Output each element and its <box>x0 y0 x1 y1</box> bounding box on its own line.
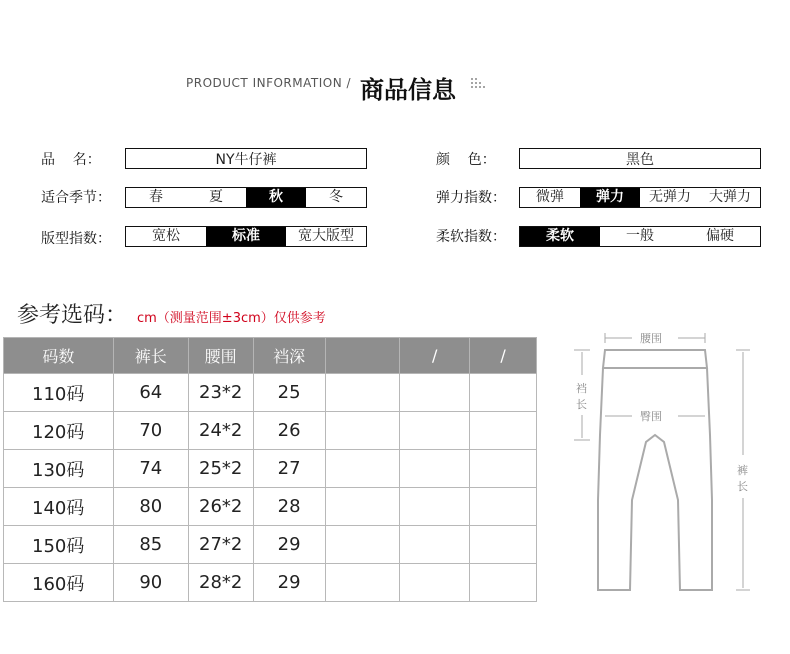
size-table-header-cell: 裤长 <box>113 338 188 374</box>
table-cell: 130码 <box>4 450 114 488</box>
header-english: PRODUCT INFORMATION / <box>186 76 352 90</box>
name-field <box>125 148 367 169</box>
size-table-body <box>4 374 537 602</box>
table-row <box>4 488 537 526</box>
table-cell: 150码 <box>4 526 114 564</box>
rise-label-top: 裆 <box>576 382 587 395</box>
season-selector <box>125 187 367 208</box>
table-cell: 28*2 <box>188 564 253 602</box>
season-option: 冬 <box>329 189 343 205</box>
table-cell <box>470 564 537 602</box>
fit-option: 宽松 <box>152 228 180 244</box>
season-option: 春 <box>149 189 163 205</box>
table-cell: 27*2 <box>188 526 253 564</box>
elastic-selector <box>519 187 761 208</box>
size-table-header-cell: / <box>400 338 470 374</box>
table-cell: 26 <box>253 412 325 450</box>
size-table-header-cell: 码数 <box>4 338 114 374</box>
soft-option: 偏硬 <box>706 228 734 244</box>
elastic-option: 大弹力 <box>709 189 751 205</box>
fit-option: 宽大版型 <box>298 228 354 244</box>
table-cell <box>400 412 470 450</box>
season-label: 适合季节： <box>41 190 111 206</box>
table-row <box>4 450 537 488</box>
length-label-top: 裤 <box>737 464 748 477</box>
table-cell: 28 <box>253 488 325 526</box>
table-cell: 80 <box>113 488 188 526</box>
table-row <box>4 374 537 412</box>
table-cell <box>470 526 537 564</box>
table-cell: 25*2 <box>188 450 253 488</box>
color-field <box>519 148 761 169</box>
header-title: 商品信息 <box>360 76 456 104</box>
table-cell: 29 <box>253 526 325 564</box>
elastic-option: 弹力 <box>580 188 640 207</box>
rise-dimension <box>574 350 590 440</box>
dots-icon <box>470 76 488 90</box>
table-cell <box>325 450 400 488</box>
table-cell: 25 <box>253 374 325 412</box>
hip-label: 臀围 <box>640 410 662 423</box>
fit-label: 版型指数： <box>41 231 111 247</box>
table-cell: 140码 <box>4 488 114 526</box>
size-table-header <box>4 338 537 374</box>
table-cell <box>470 412 537 450</box>
pants-diagram <box>560 330 770 610</box>
color-value: 黑色 <box>626 151 654 168</box>
table-cell: 23*2 <box>188 374 253 412</box>
table-cell: 74 <box>113 450 188 488</box>
elastic-option: 无弹力 <box>649 189 691 205</box>
table-cell: 64 <box>113 374 188 412</box>
fit-selector <box>125 226 367 247</box>
table-cell <box>325 488 400 526</box>
table-cell <box>470 450 537 488</box>
table-cell <box>400 526 470 564</box>
size-ref-title: 参考选码： <box>17 303 128 328</box>
table-cell: 120码 <box>4 412 114 450</box>
soft-selector <box>519 226 761 247</box>
soft-option: 柔软 <box>520 227 600 246</box>
table-cell <box>325 526 400 564</box>
soft-label: 柔软指数： <box>436 229 506 245</box>
table-cell <box>400 488 470 526</box>
length-label-bottom: 长 <box>737 480 748 493</box>
pants-outline <box>598 350 712 590</box>
fit-option: 标准 <box>206 227 286 246</box>
table-cell <box>325 374 400 412</box>
soft-option: 一般 <box>626 228 654 244</box>
table-cell <box>400 450 470 488</box>
table-cell: 24*2 <box>188 412 253 450</box>
size-table <box>3 337 537 602</box>
size-ref-note: cm（测量范围±3cm）仅供参考 <box>137 311 326 326</box>
table-cell: 26*2 <box>188 488 253 526</box>
size-table-header-cell <box>325 338 400 374</box>
table-cell: 29 <box>253 564 325 602</box>
table-cell <box>325 412 400 450</box>
table-cell: 27 <box>253 450 325 488</box>
table-row <box>4 412 537 450</box>
table-row <box>4 564 537 602</box>
table-cell: 70 <box>113 412 188 450</box>
color-label: 颜 色： <box>436 152 496 168</box>
table-cell: 110码 <box>4 374 114 412</box>
size-table-header-cell: 腰围 <box>188 338 253 374</box>
elastic-label: 弹力指数： <box>436 190 506 206</box>
season-option: 秋 <box>246 188 306 207</box>
season-option: 夏 <box>209 189 223 205</box>
table-cell: 85 <box>113 526 188 564</box>
rise-label-bottom: 长 <box>576 398 587 411</box>
size-table-header-cell: / <box>470 338 537 374</box>
table-cell <box>325 564 400 602</box>
name-value: NY牛仔裤 <box>215 151 277 168</box>
waist-label: 腰围 <box>640 332 662 345</box>
table-cell: 160码 <box>4 564 114 602</box>
table-cell: 90 <box>113 564 188 602</box>
size-table-header-cell: 裆深 <box>253 338 325 374</box>
elastic-option: 微弹 <box>536 189 564 205</box>
table-cell <box>470 374 537 412</box>
table-cell <box>400 374 470 412</box>
table-cell <box>470 488 537 526</box>
name-label: 品 名： <box>41 152 101 168</box>
table-row <box>4 526 537 564</box>
table-cell <box>400 564 470 602</box>
